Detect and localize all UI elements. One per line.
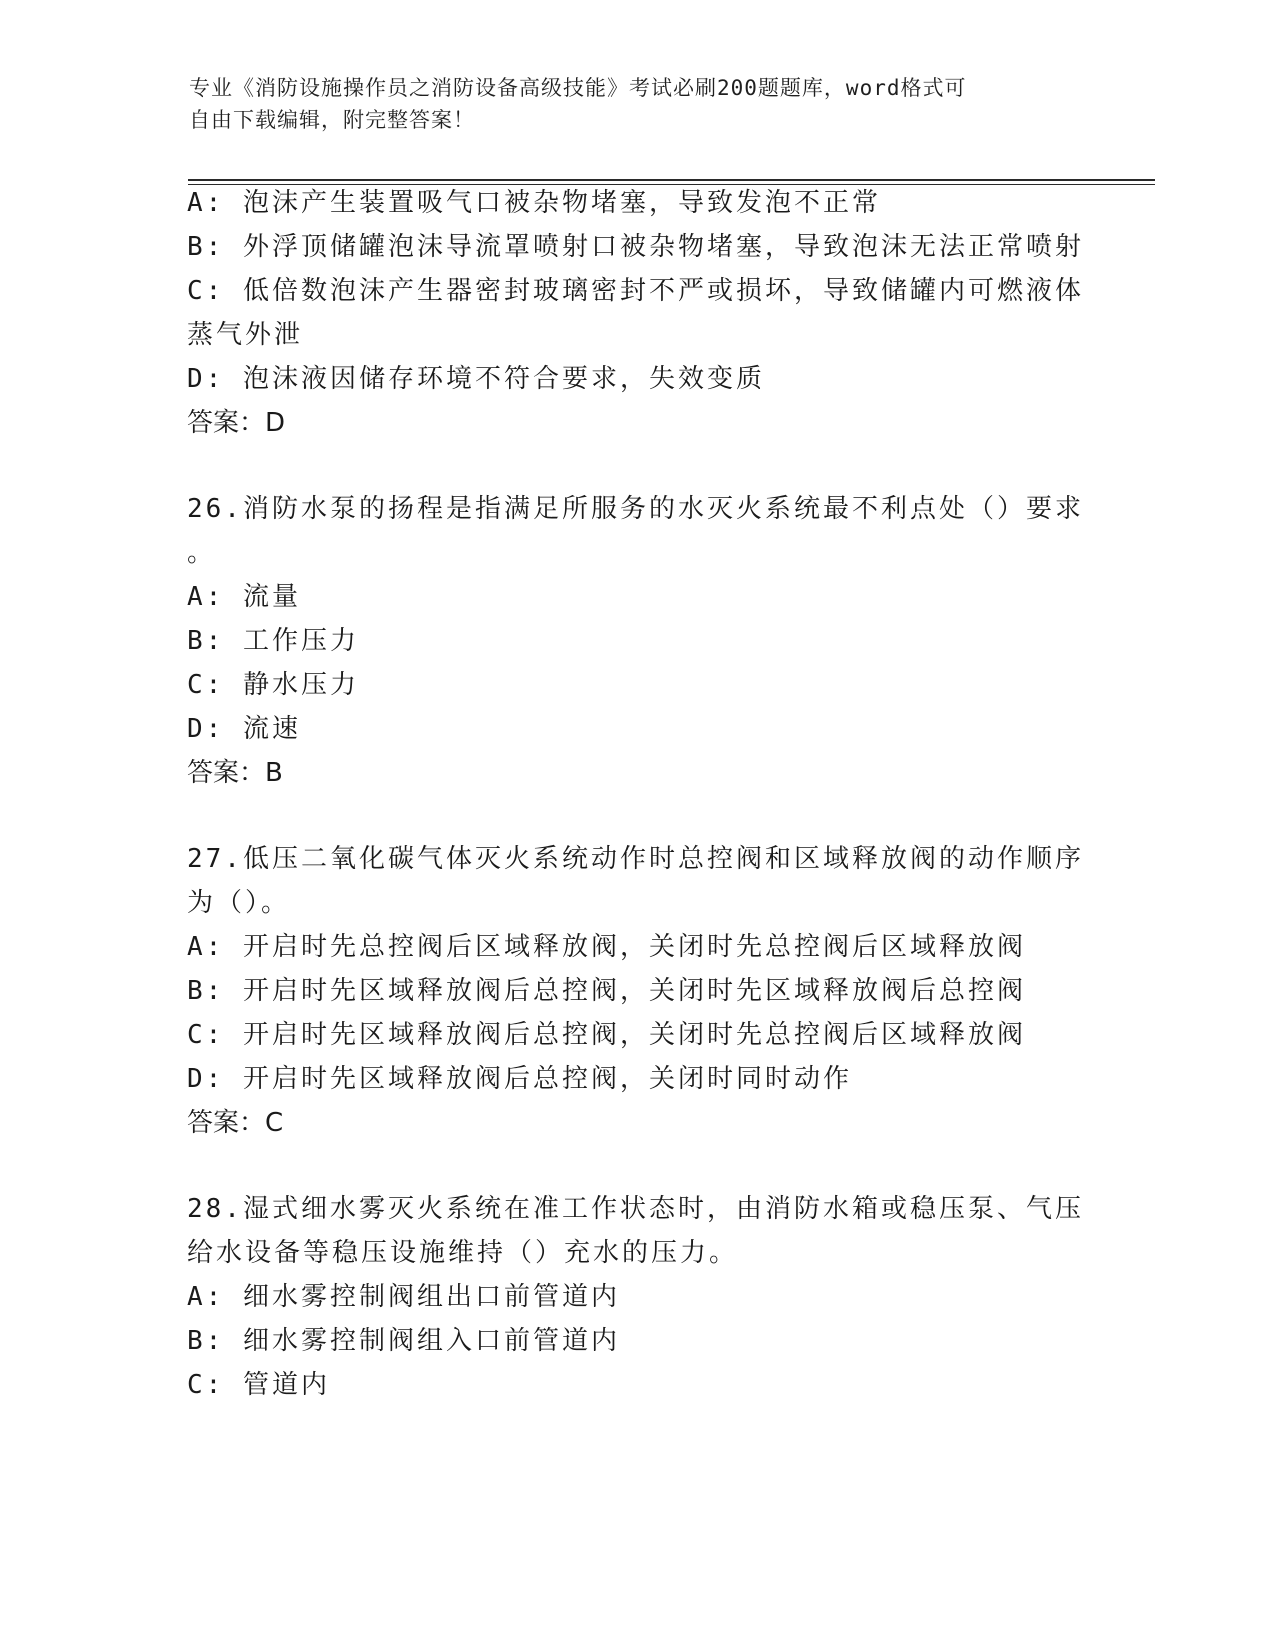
q25-answer: 答案：D	[187, 408, 286, 438]
document-header	[189, 72, 1069, 136]
q27-stem-line-1: 27.低压二氧化碳气体灭火系统动作时总控阀和区域释放阀的动作顺序	[187, 844, 1084, 874]
q27-option-c: C: 开启时先区域释放阀后总控阀，关闭时先总控阀后区域释放阀	[187, 1020, 1026, 1050]
q27-stem-line-2: 为（）。	[187, 888, 291, 918]
q27-answer: 答案：C	[187, 1108, 284, 1138]
header-divider-thick	[188, 179, 1155, 181]
q25-option-b: B: 外浮顶储罐泡沫导流罩喷射口被杂物堵塞，导致泡沫无法正常喷射	[187, 232, 1084, 262]
q25-option-a: A: 泡沫产生装置吸气口被杂物堵塞，导致发泡不正常	[187, 188, 881, 218]
q26-option-c: C: 静水压力	[187, 670, 359, 700]
q26-option-b: B: 工作压力	[187, 626, 359, 656]
q26-answer: 答案：B	[187, 758, 283, 788]
q26-option-d: D: 流速	[187, 714, 301, 744]
q25-option-d: D: 泡沫液因储存环境不符合要求，失效变质	[187, 364, 765, 394]
q27-option-a: A: 开启时先总控阀后区域释放阀，关闭时先总控阀后区域释放阀	[187, 932, 1026, 962]
header-line-2: 自由下载编辑，附完整答案！	[189, 108, 475, 132]
q25-option-c-line-1: C: 低倍数泡沫产生器密封玻璃密封不严或损坏，导致储罐内可燃液体	[187, 276, 1084, 306]
header-divider-thin	[188, 184, 1155, 185]
q25-option-c-line-2: 蒸气外泄	[187, 320, 304, 350]
q26-stem-line-2: 。	[187, 538, 217, 568]
header-line-1: 专业《消防设施操作员之消防设备高级技能》考试必刷200题题库，word格式可	[189, 76, 967, 100]
q28-option-b: B: 细水雾控制阀组入口前管道内	[187, 1326, 620, 1356]
q26-option-a: A: 流量	[187, 582, 301, 612]
q28-option-c: C: 管道内	[187, 1370, 330, 1400]
q26-stem-line-1: 26.消防水泵的扬程是指满足所服务的水灭火系统最不利点处（）要求	[187, 494, 1084, 524]
q27-option-b: B: 开启时先区域释放阀后总控阀，关闭时先区域释放阀后总控阀	[187, 976, 1026, 1006]
q27-option-d: D: 开启时先区域释放阀后总控阀，关闭时同时动作	[187, 1064, 852, 1094]
q28-stem-line-1: 28.湿式细水雾灭火系统在准工作状态时，由消防水箱或稳压泵、气压	[187, 1194, 1084, 1224]
q28-option-a: A: 细水雾控制阀组出口前管道内	[187, 1282, 620, 1312]
q28-stem-line-2: 给水设备等稳压设施维持（）充水的压力。	[187, 1238, 739, 1268]
